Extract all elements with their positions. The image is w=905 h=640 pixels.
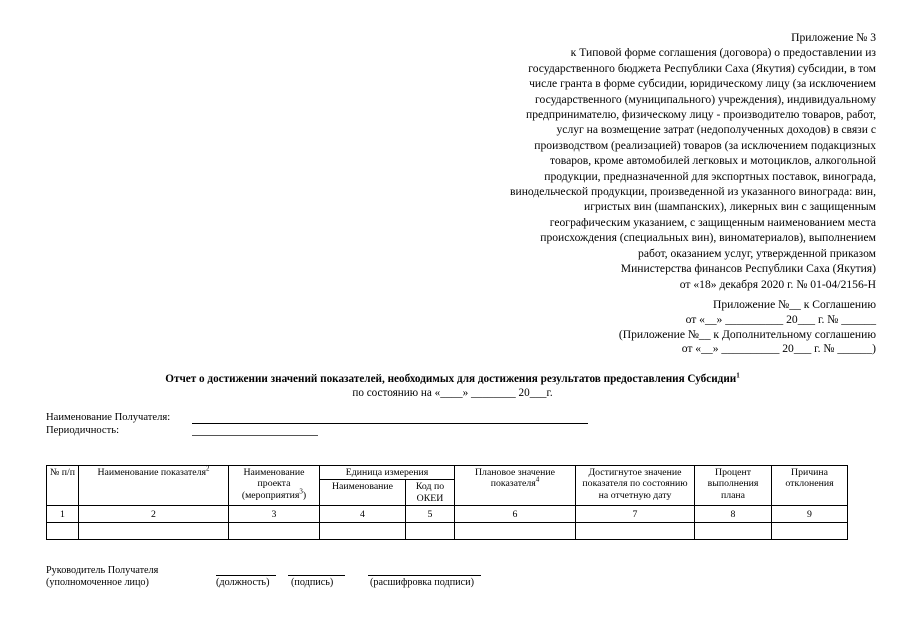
column-number: 6	[455, 506, 576, 523]
table-cell[interactable]	[47, 523, 79, 540]
additional-agreement-line: (Приложение №__ к Дополнительному соглашению	[618, 327, 876, 341]
col-header-indicator-text: Наименование показателя	[97, 467, 207, 478]
col-header-achieved: Достигнутое значение показателя по состоянию на отчетную дату	[576, 466, 695, 506]
footnote-mark: 4	[535, 476, 540, 485]
footnote-mark: 1	[736, 371, 740, 380]
annex-line: винодельческой продукции, произведенной из указанного винограда: вин,	[510, 185, 876, 199]
recipient-label: Наименование Получателя:	[46, 412, 171, 423]
col-header-project-tail: )	[302, 489, 307, 501]
col-header-project	[229, 466, 320, 506]
indicators-table	[46, 465, 848, 540]
signature-authorized-label: (уполномоченное лицо)	[46, 577, 149, 588]
table-cell[interactable]	[406, 523, 455, 540]
column-number: 5	[406, 506, 455, 523]
col-header-percent: Процент выполнения плана	[695, 466, 772, 506]
periodicity-field-line[interactable]	[192, 435, 318, 436]
column-number: 4	[320, 506, 406, 523]
annex-line: от «18» декабря 2020 г. № 01-04/2156-Н	[679, 277, 876, 291]
annex-line: производством (реализацией) товаров (за исключением подакцизных	[534, 138, 876, 152]
annex-line: предпринимателю, физическому лицу - производителю товаров, работ,	[525, 108, 876, 122]
agreement-line: Приложение №__ к Соглашению	[713, 298, 876, 311]
table-cell[interactable]	[320, 523, 406, 540]
signature-head-label: Руководитель Получателя	[46, 565, 159, 576]
footnote-mark: 2	[206, 465, 210, 473]
agreement-date-line: от «__» __________ 20___ г. № ______	[685, 312, 876, 326]
column-number: 1	[47, 506, 79, 523]
signature-decode-line[interactable]	[368, 575, 481, 576]
annex-line: товаров, кроме автомобилей легковых и мотоциклов, алкогольной	[550, 154, 876, 168]
table-cell[interactable]	[695, 523, 772, 540]
report-title	[0, 373, 905, 385]
column-number: 7	[576, 506, 695, 523]
annex-line: работ, оказанием услуг, утвержденной приказом	[638, 246, 876, 260]
column-number: 8	[695, 506, 772, 523]
annex-line: Министерства финансов Республики Саха (Якутия)	[620, 262, 876, 276]
column-number-row	[47, 506, 848, 523]
periodicity-label: Периодичность:	[46, 425, 120, 436]
footnote-mark: 3	[299, 487, 303, 496]
annex-line: продукции, предназначенной для экспортных поставок, винограда,	[544, 169, 876, 183]
annex-line: государственного (муниципального) учреждения), индивидуальному	[535, 92, 876, 106]
table-header-row	[47, 466, 848, 480]
col-header-num: № п/п	[47, 466, 79, 506]
column-number: 3	[229, 506, 320, 523]
col-header-unit-name: Наименование	[320, 480, 406, 506]
col-header-reason: Причина отклонения	[772, 466, 848, 506]
column-number: 9	[772, 506, 848, 523]
table-cell[interactable]	[772, 523, 848, 540]
annex-line: географическим указанием, с защищенным наименованием места	[549, 215, 876, 229]
signature-decode-caption: (расшифровка подписи)	[370, 577, 474, 588]
col-header-planned	[455, 466, 576, 506]
position-line[interactable]	[216, 575, 276, 576]
report-title-text: Отчет о достижении значений показателей, необходимых для достижения результатов предоставления Субсидии	[165, 373, 737, 385]
annex-line: услуг на возмещение затрат (недополученных доходов) в связи с	[556, 123, 876, 137]
annex-line: Приложение № 3	[791, 31, 876, 44]
col-header-unit: Единица измерения	[320, 466, 455, 480]
recipient-field-line[interactable]	[192, 423, 588, 424]
additional-agreement-date-line: от «__» __________ 20___ г. № ______)	[681, 342, 876, 356]
table-cell[interactable]	[576, 523, 695, 540]
column-number: 2	[79, 506, 229, 523]
report-subtitle: по состоянию на «____» ________ 20___г.	[352, 387, 553, 399]
col-header-project-text: Наименование проекта (мероприятия	[241, 467, 305, 501]
signature-line[interactable]	[288, 575, 345, 576]
annex-line: игристых вин (шампанских), ликерных вин с защищенным	[584, 200, 876, 214]
agreement-block	[619, 298, 876, 357]
table-row	[47, 523, 848, 540]
annex-line: числе гранта в форме субсидии, юридическому лицу (за исключением	[529, 77, 876, 91]
annex-line: государственного бюджета Республики Саха (Якутия) субсидии, в том	[528, 61, 876, 75]
table-cell[interactable]	[79, 523, 229, 540]
table-cell[interactable]	[229, 523, 320, 540]
col-header-planned-text: Плановое значение показателя	[474, 467, 555, 490]
col-header-indicator	[79, 466, 229, 506]
table-cell[interactable]	[455, 523, 576, 540]
col-header-unit-code: Код по ОКЕИ	[406, 480, 455, 506]
position-caption: (должность)	[216, 577, 270, 588]
annex-line: к Типовой форме соглашения (договора) о предоставлении из	[570, 46, 876, 60]
annex-header	[456, 30, 876, 292]
annex-line: происхождения (специальных вин), виноматериалов), выполнением	[540, 231, 876, 245]
signature-caption: (подпись)	[291, 577, 334, 588]
